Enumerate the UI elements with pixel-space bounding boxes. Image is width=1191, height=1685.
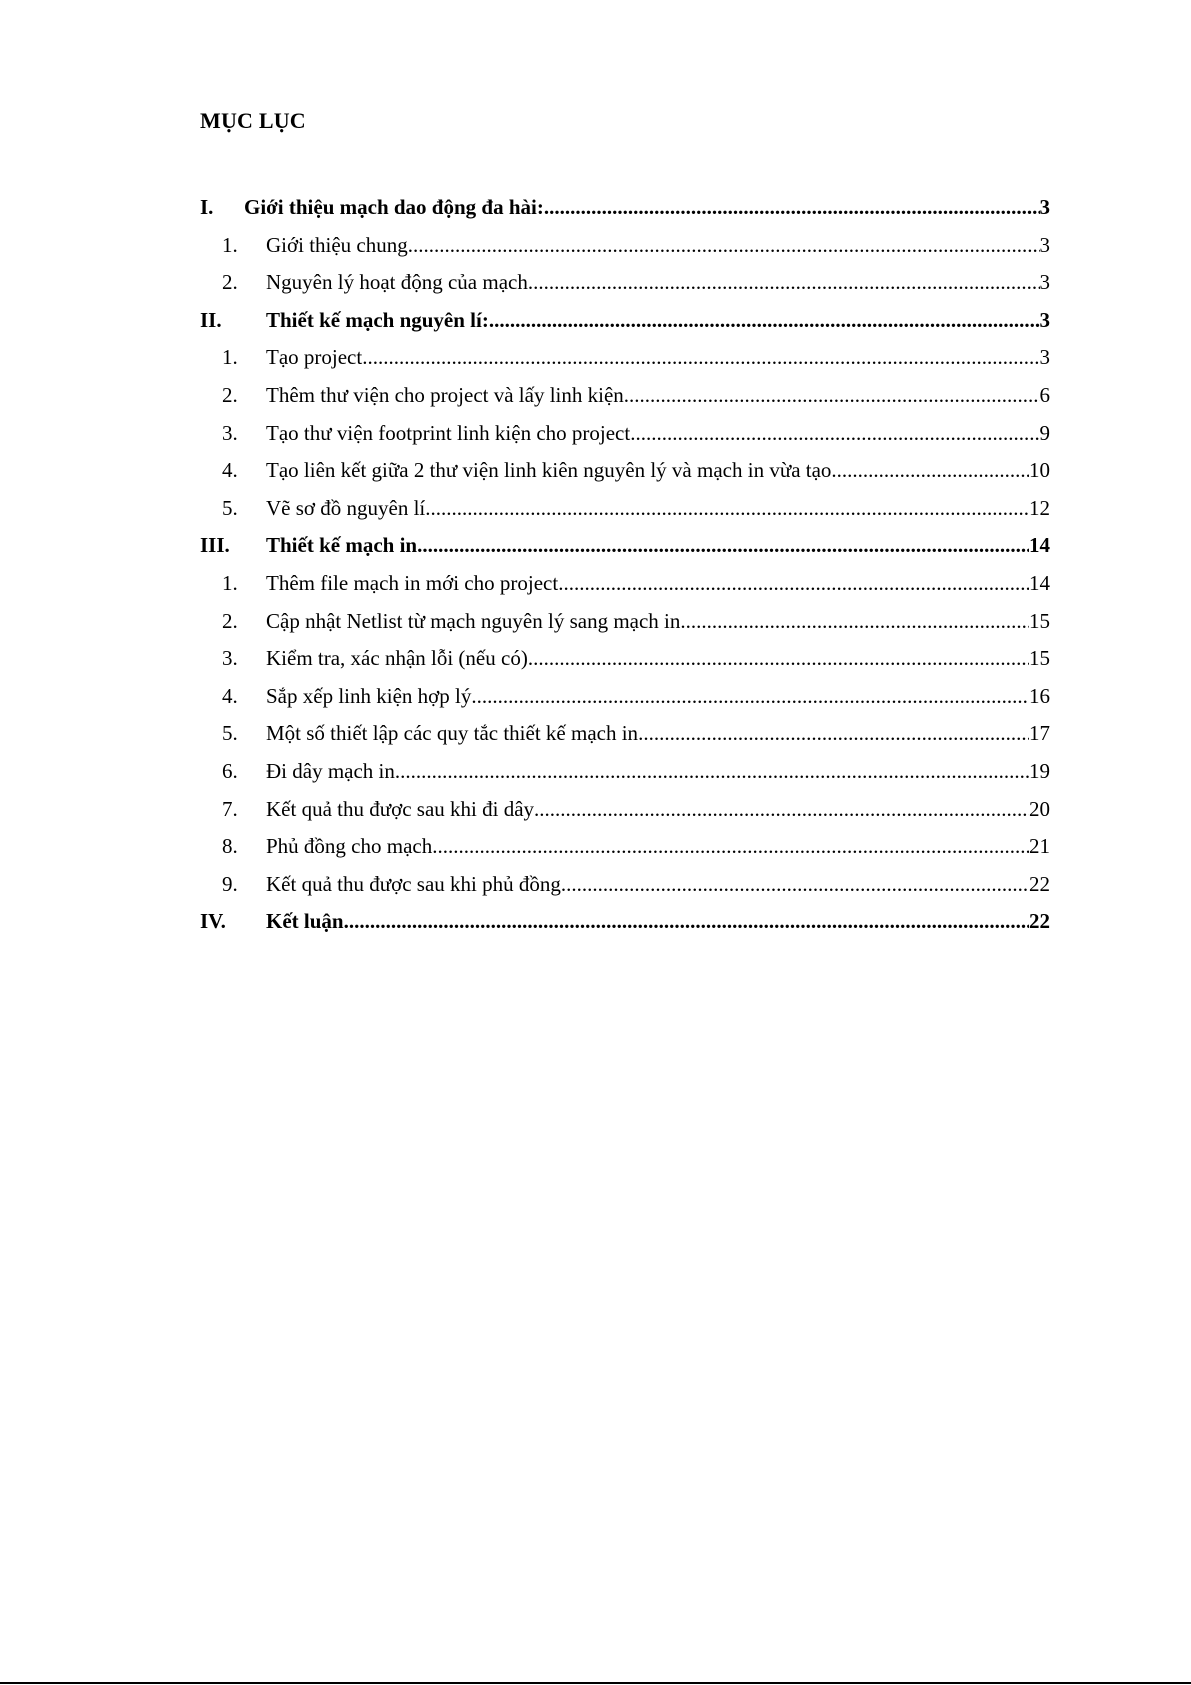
- toc-item-label: Một số thiết lập các quy tắc thiết kế mạch in: [266, 721, 639, 746]
- leader-dots: [408, 232, 1040, 258]
- toc-item-number: 5.: [222, 721, 238, 746]
- toc-section-number: IV.: [200, 909, 226, 934]
- toc-item-label: Kết quả thu được sau khi đi dây: [266, 796, 535, 821]
- toc-item-number: 9.: [222, 871, 238, 896]
- leader-dots: [432, 833, 1029, 859]
- toc-item-label: Đi dây mạch in: [266, 758, 395, 783]
- leader-dots: [534, 796, 1029, 822]
- toc-page-number: 14: [1029, 570, 1050, 595]
- toc-item-label: Kiểm tra, xác nhận lỗi (nếu có): [266, 646, 528, 671]
- toc-entry: [266, 645, 1029, 671]
- table-of-contents: [200, 194, 1050, 946]
- toc-page-number: 3: [1039, 195, 1050, 219]
- leader-dots: [528, 269, 1040, 295]
- toc-entry: [266, 908, 1029, 934]
- toc-item-label: Phủ đồng cho mạch: [266, 834, 433, 859]
- leader-dots: [489, 307, 1040, 333]
- toc-item-number: 3.: [222, 646, 238, 671]
- toc-page-number: 15: [1029, 646, 1050, 671]
- toc-item[interactable]: [200, 382, 1050, 420]
- page-bottom-rule: [0, 1682, 1191, 1684]
- toc-page-number: 10: [1029, 458, 1050, 483]
- toc-entry: [266, 833, 1029, 859]
- toc-entry: [266, 532, 1029, 558]
- toc-item-label: Thêm file mạch in mới cho project: [266, 570, 559, 595]
- toc-page-number: 14: [1029, 533, 1050, 558]
- toc-item-label: Giới thiệu chung: [266, 232, 408, 257]
- toc-item-number: 1.: [222, 232, 238, 257]
- toc-section-number: III.: [200, 533, 230, 558]
- toc-item-number: 7.: [222, 796, 238, 821]
- toc-entry: [266, 871, 1029, 897]
- toc-item[interactable]: [200, 495, 1050, 533]
- toc-page-number: 3: [1039, 307, 1050, 332]
- toc-item-label: Thêm thư viện cho project và lấy linh kiện: [266, 382, 624, 407]
- toc-section-number: II.: [200, 307, 222, 332]
- toc-item[interactable]: [200, 420, 1050, 458]
- toc-item-number: 6.: [222, 758, 238, 783]
- toc-entry: [266, 608, 1029, 634]
- leader-dots: [638, 720, 1029, 746]
- toc-item[interactable]: [200, 608, 1050, 646]
- leader-dots: [558, 570, 1029, 596]
- leader-dots: [624, 382, 1040, 408]
- toc-item[interactable]: [200, 758, 1050, 796]
- toc-item-label: Tạo liên kết giữa 2 thư viện linh kiên nguyên lý và mạch in vừa tạo: [266, 458, 832, 483]
- leader-dots: [528, 645, 1029, 671]
- toc-item-number: 5.: [222, 495, 238, 520]
- toc-section-2[interactable]: [200, 307, 1050, 345]
- toc-entry: [266, 232, 1040, 258]
- toc-page-number: 17: [1029, 721, 1050, 746]
- leader-dots: [344, 908, 1029, 934]
- toc-item[interactable]: [200, 871, 1050, 909]
- leader-dots: [417, 532, 1029, 558]
- toc-entry: [244, 194, 1040, 220]
- toc-item-label: Vẽ sơ đồ nguyên lí: [266, 495, 426, 520]
- toc-item[interactable]: [200, 645, 1050, 683]
- toc-entry: [266, 307, 1040, 333]
- toc-entry: [266, 570, 1029, 596]
- leader-dots: [425, 495, 1029, 521]
- toc-page-number: 9: [1039, 420, 1050, 445]
- toc-entry: [266, 758, 1029, 784]
- toc-item-number: 1.: [222, 345, 238, 370]
- toc-item[interactable]: [200, 683, 1050, 721]
- toc-entry: [266, 457, 1029, 483]
- toc-item[interactable]: [200, 833, 1050, 871]
- toc-page-number: 20: [1029, 796, 1050, 821]
- toc-item-label: Cập nhật Netlist từ mạch nguyên lý sang mạch in: [266, 608, 681, 633]
- leader-dots: [630, 420, 1039, 446]
- toc-item[interactable]: [200, 457, 1050, 495]
- toc-page-number: 22: [1029, 909, 1050, 934]
- toc-section-label: Thiết kế mạch nguyên lí:: [266, 307, 489, 332]
- toc-page-number: 12: [1029, 495, 1050, 520]
- toc-entry: [266, 420, 1040, 446]
- toc-item-number: 4.: [222, 458, 238, 483]
- leader-dots: [831, 457, 1029, 483]
- toc-item[interactable]: [200, 796, 1050, 834]
- toc-page-number: 3: [1039, 270, 1050, 295]
- toc-item[interactable]: [200, 570, 1050, 608]
- toc-entry: [266, 269, 1040, 295]
- toc-item-label: Tạo thư viện footprint linh kiện cho project: [266, 420, 631, 445]
- toc-entry: [266, 720, 1029, 746]
- leader-dots: [680, 608, 1029, 634]
- toc-entry: [266, 382, 1040, 408]
- toc-item-number: 2.: [222, 382, 238, 407]
- toc-entry: [266, 683, 1029, 709]
- toc-page-number: 21: [1029, 834, 1050, 859]
- toc-item-number: 1.: [222, 570, 238, 595]
- toc-section-label: Giới thiệu mạch dao động đa hài:: [244, 195, 544, 219]
- toc-section-1[interactable]: [200, 194, 1050, 232]
- toc-item-number: 3.: [222, 420, 238, 445]
- leader-dots: [395, 758, 1029, 784]
- leader-dots: [561, 871, 1029, 897]
- toc-item-label: Nguyên lý hoạt động của mạch: [266, 270, 528, 295]
- leader-dots: [362, 344, 1039, 370]
- toc-section-label: Thiết kế mạch in: [266, 533, 418, 558]
- toc-entry: [266, 796, 1029, 822]
- toc-page-number: 3: [1039, 232, 1050, 257]
- toc-item-number: 2.: [222, 608, 238, 633]
- toc-page-number: 3: [1039, 345, 1050, 370]
- toc-section-label: Kết luận: [266, 909, 344, 934]
- toc-item-number: 8.: [222, 834, 238, 859]
- toc-entry: [266, 495, 1029, 521]
- toc-item[interactable]: [200, 269, 1050, 307]
- toc-item[interactable]: [200, 720, 1050, 758]
- toc-section-4[interactable]: [200, 908, 1050, 946]
- leader-dots: [471, 683, 1029, 709]
- toc-item[interactable]: [200, 344, 1050, 382]
- toc-page-number: 19: [1029, 758, 1050, 783]
- toc-item[interactable]: [200, 232, 1050, 270]
- toc-item-number: 2.: [222, 270, 238, 295]
- toc-section-3[interactable]: [200, 532, 1050, 570]
- toc-item-label: Kết quả thu được sau khi phủ đồng: [266, 871, 561, 896]
- toc-section-number: I.: [200, 195, 214, 219]
- toc-item-label: Tạo project: [266, 345, 363, 370]
- toc-page-number: 16: [1029, 683, 1050, 708]
- page-title: MỤC LỤC: [200, 108, 306, 133]
- toc-entry: [266, 344, 1040, 370]
- toc-page-number: 15: [1029, 608, 1050, 633]
- toc-page-number: 6: [1039, 382, 1050, 407]
- toc-item-number: 4.: [222, 683, 238, 708]
- toc-item-label: Sắp xếp linh kiện hợp lý: [266, 683, 472, 708]
- toc-page-number: 22: [1029, 871, 1050, 896]
- leader-dots: [544, 194, 1040, 220]
